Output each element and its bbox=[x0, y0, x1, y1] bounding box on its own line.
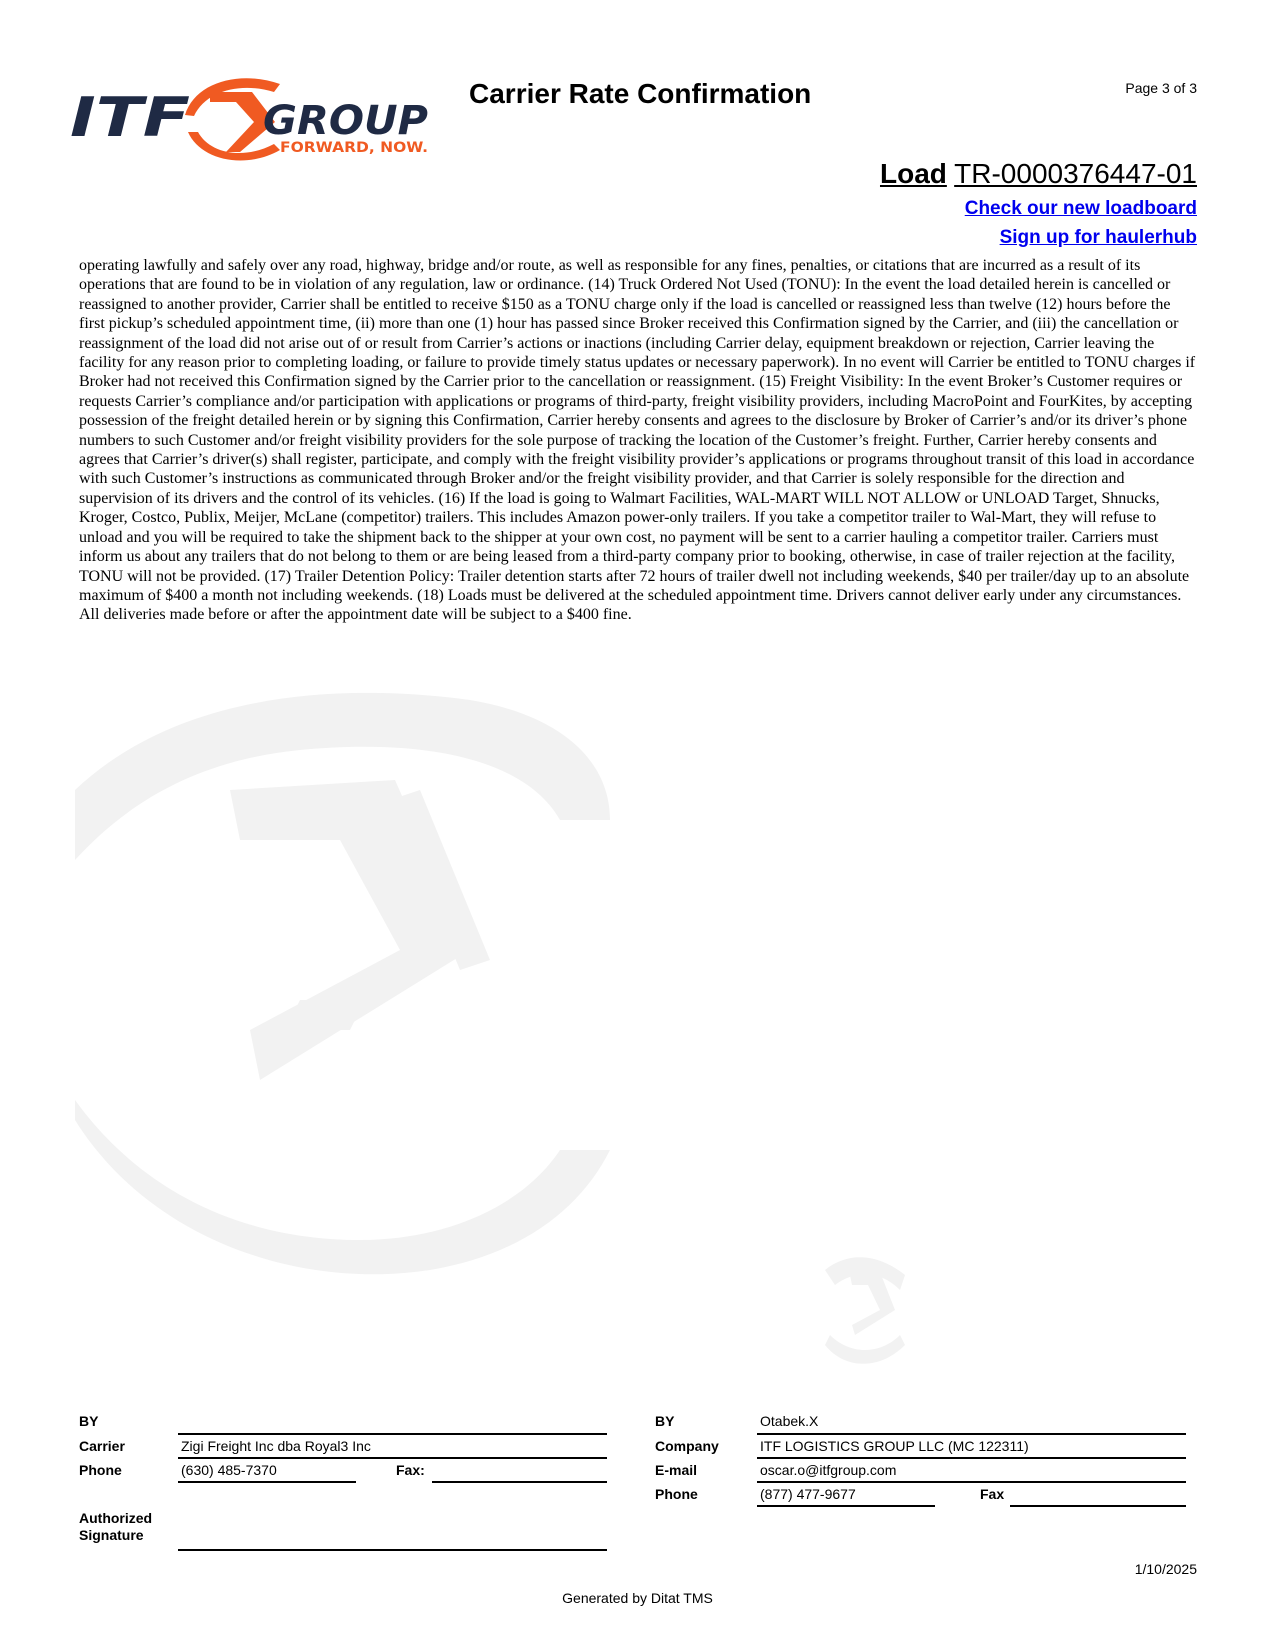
carrier-phone-line bbox=[178, 1481, 356, 1483]
authorized-label-1: Authorized bbox=[79, 1510, 153, 1526]
carrier-fax-label: Fax: bbox=[396, 1462, 425, 1478]
broker-by-name: Otabek.X bbox=[760, 1413, 819, 1429]
carrier-label: Carrier bbox=[79, 1438, 125, 1454]
document-date: 1/10/2025 bbox=[1134, 1561, 1197, 1577]
haulerhub-link[interactable]: Sign up for haulerhub bbox=[999, 227, 1197, 248]
carrier-phone: (630) 485-7370 bbox=[181, 1462, 277, 1478]
authorized-label-2: Signature bbox=[79, 1527, 144, 1543]
broker-company-line bbox=[757, 1457, 1186, 1459]
carrier-by-label: BY bbox=[79, 1413, 99, 1429]
load-label: Load bbox=[879, 158, 947, 189]
carrier-by-line bbox=[178, 1433, 607, 1435]
broker-email-label: E-mail bbox=[655, 1462, 698, 1478]
carrier-fax-line bbox=[432, 1481, 607, 1483]
terms-paragraph: operating lawfully and safely over any road, highway, bridge and/or route, as well as responsible for any fines, penalties, or citations that are incurred as a result of its operations that are found to be in violation of any regulation, law or ordinance. (14) Truck Ordered Not Used (TONU): In the event the load detailed herein is cancelled or reassigned to another provider, Carrier shall be entitled to receive $150 as a TONU charge only if the load is cancelled or reassigned less than twelve (12) hours before the first pickup’s scheduled appointment time, (ii) more than one (1) hour has passed since Broker received this Confirmation signed by the Carrier, and (iii) the cancellation or reassignment of the load did not arise out of or result from Carrier’s actions or inactions (including Carrier delay, equipment breakdown or rejection, Carrier leaving the facility for any reason prior to completing loading, or failure to provide timely status updates or necessary paperwork). In no event will Carrier be entitled to TONU charges if Broker had not received this Confirmation signed by the Carrier prior to the cancellation or reassignment. (15) Freight Visibility: In the event Broker’s Customer requires or requests Carrier’s compliance and/or participation with applications or programs of third-party, freight visibility providers, including MacroPoint and FourKites, by accepting possession of the freight detailed herein or by signing this Confirmation, Carrier hereby consents and agrees to the disclosure by Broker of Carrier’s and/or its driver’s phone numbers to such Customer and/or freight visibility providers for the sole purpose of tracking the location of the Customer’s freight. Further, Carrier hereby consents and agrees that Carrier’s driver(s) shall register, participate, and comply with the freight visibility provider’s applications or programs throughout transit of this load in accordance with such Customer’s instructions as communicated through Broker and/or the freight visibility provider, and that Carrier is solely responsible for the direction and supervision of its drivers and the control of its vehicles. (16) If the load is going to Walmart Facilities, WAL-MART WILL NOT ALLOW or UNLOAD Target, Shnucks, Kroger, Costco, Publix, Meijer, McLane (competitor) trailers. This includes Amazon power-only trailers. If you take a competitor trailer to Wal-Mart, they will refuse to unload and you will be required to take the shipment back to the shipper at your own cost, no payment will be sent to a carrier hauling a competitor trailer. Carriers must inform us about any trailers that do not belong to them or are being leased from a third-party company prior to booking, otherwise, in case of trailer rejection at the facility, TONU will not be provided. (17) Trailer Detention Policy: Trailer detention starts after 72 hours of trailer dwell not including weekends, $40 per trailer/day up to an absolute maximum of $400 a month not including weekends. (18) Loads must be delivered at the scheduled appointment time. Drivers cannot deliver early under any circumstances. All deliveries made before or after the appointment date will be subject to a $400 fine. bbox=[79, 257, 1196, 624]
document-title: Carrier Rate Confirmation bbox=[469, 78, 812, 109]
broker-fax-label: Fax bbox=[980, 1486, 1005, 1502]
broker-company-label: Company bbox=[655, 1438, 719, 1454]
broker-by-line bbox=[757, 1433, 1186, 1435]
generated-by: Generated by Ditat TMS bbox=[562, 1590, 713, 1606]
broker-company: ITF LOGISTICS GROUP LLC (MC 122311) bbox=[760, 1438, 1029, 1454]
itf-group-logo bbox=[70, 70, 450, 170]
carrier-phone-label: Phone bbox=[79, 1462, 122, 1478]
broker-phone: (877) 477-9677 bbox=[760, 1486, 856, 1502]
carrier-name-line bbox=[178, 1457, 607, 1459]
carrier-name: Zigi Freight Inc dba Royal3 Inc bbox=[181, 1438, 371, 1454]
svg-text:FORWARD, NOW.: FORWARD, NOW. bbox=[280, 140, 428, 156]
load-id: TR-0000376447-01 bbox=[954, 158, 1197, 189]
broker-email: oscar.o@itfgroup.com bbox=[760, 1462, 897, 1478]
svg-text:ITF: ITF bbox=[70, 86, 191, 149]
loadboard-link[interactable]: Check our new loadboard bbox=[964, 198, 1197, 219]
broker-by-label: BY bbox=[655, 1413, 675, 1429]
load-number bbox=[880, 158, 1197, 190]
page-number: Page 3 of 3 bbox=[1125, 80, 1197, 96]
broker-phone-line bbox=[757, 1505, 935, 1507]
broker-email-line bbox=[757, 1481, 1186, 1483]
signature-line bbox=[178, 1549, 607, 1551]
broker-phone-label: Phone bbox=[655, 1486, 698, 1502]
broker-fax-line bbox=[1010, 1505, 1186, 1507]
svg-text:GROUP: GROUP bbox=[263, 98, 428, 144]
